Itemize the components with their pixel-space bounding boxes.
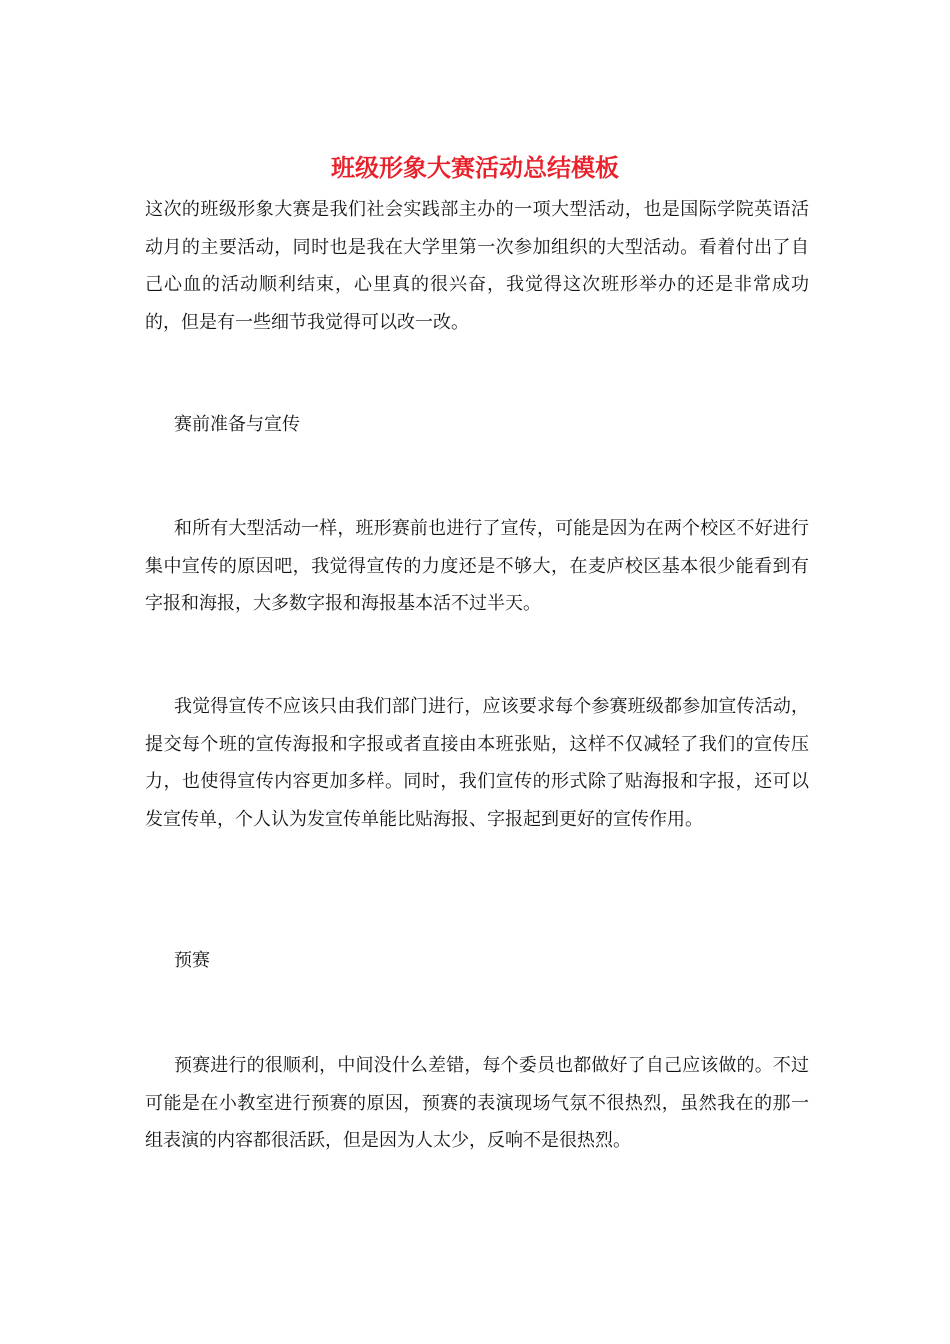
- document-title: 班级形象大赛活动总结模板: [331, 153, 619, 182]
- preparation-paragraph-1: 和所有大型活动一样，班形赛前也进行了宣传，可能是因为在两个校区不好进行集中宣传的原因吧，我觉得宣传的力度还是不够大，在麦庐校区基本很少能看到有字报和海报，大多数字报和海报基本活不过半天。: [145, 518, 809, 614]
- intro-paragraph: 这次的班级形象大赛是我们社会实践部主办的一项大型活动，也是国际学院英语活动月的主要活动，同时也是我在大学里第一次参加组织的大型活动。看着付出了自己心血的活动顺利结束，心里真的很兴奋，我觉得这次班形举办的还是非常成功的，但是有一些细节我觉得可以改一改。: [145, 199, 809, 333]
- preliminary-paragraph-1: 预赛进行的很顺利，中间没什么差错，每个委员也都做好了自己应该做的。不过可能是在小教室进行预赛的原因，预赛的表演现场气氛不很热烈，虽然我在的那一组表演的内容都很活跃，但是因为人太少，反响不是很热烈。: [145, 1055, 809, 1151]
- section-heading-preparation: 赛前准备与宣传: [174, 414, 300, 435]
- preparation-paragraph-2: 我觉得宣传不应该只由我们部门进行，应该要求每个参赛班级都参加宣传活动，提交每个班的宣传海报和字报或者直接由本班张贴，这样不仅减轻了我们的宣传压力，也使得宣传内容更加多样。同时，我们宣传的形式除了贴海报和字报，还可以发宣传单，个人认为发宣传单能比贴海报、字报起到更好的宣传作用。: [145, 696, 809, 830]
- section-heading-preliminary: 预赛: [174, 950, 210, 971]
